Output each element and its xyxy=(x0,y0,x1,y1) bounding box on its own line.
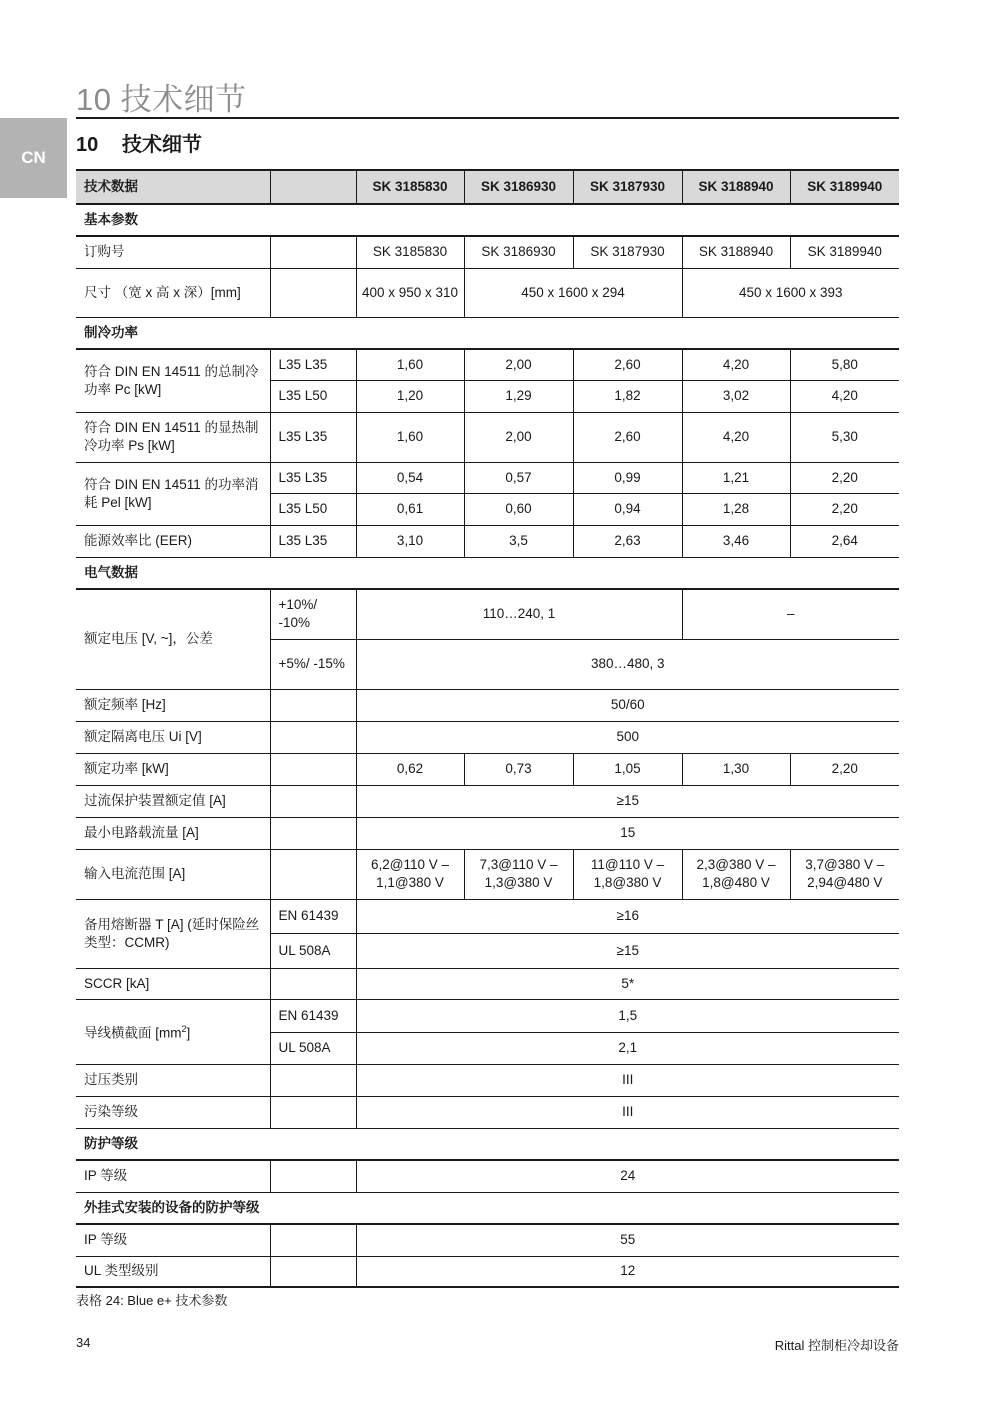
cell-value: 3,10 xyxy=(356,525,464,557)
group-row xyxy=(76,557,899,589)
cell-value: 4,20 xyxy=(682,412,790,462)
cell-value: SK 3188940 xyxy=(682,236,790,268)
cell-value: 2,3@380 V – 1,8@480 V xyxy=(682,849,790,899)
condition: L35 L35 xyxy=(270,525,356,557)
table-row xyxy=(76,785,899,817)
condition: L35 L50 xyxy=(270,493,356,525)
spec-table xyxy=(76,169,899,1288)
cell-value: 2,20 xyxy=(790,462,899,493)
header-label: 技术数据 xyxy=(76,170,270,204)
cell-value: 2,20 xyxy=(790,753,899,785)
group-label: 制冷功率 xyxy=(76,317,899,349)
table-row xyxy=(76,412,899,462)
row-label: 符合 DIN EN 14511 的功率消耗 Pel [kW] xyxy=(76,462,270,525)
wire-label-sup: 2 xyxy=(181,1024,187,1035)
condition: L35 L35 xyxy=(270,412,356,462)
standard: EN 61439 xyxy=(270,999,356,1032)
wire-label: 导线横截面 [mm xyxy=(84,1025,182,1041)
table-header-row xyxy=(76,170,899,204)
row-label: IP 等级 xyxy=(76,1160,270,1192)
group-label: 外挂式安装的设备的防护等级 xyxy=(76,1192,899,1224)
table-row xyxy=(76,462,899,493)
cell-value: 4,20 xyxy=(790,380,899,412)
row-label: 备用熔断器 T [A] (延时保险丝类型：CCMR) xyxy=(76,899,270,968)
cell-value: 2,64 xyxy=(790,525,899,557)
cell-value: – xyxy=(682,589,899,639)
table-row xyxy=(76,817,899,849)
cell-value: 12 xyxy=(356,1256,899,1287)
row-label: 订购号 xyxy=(76,236,270,268)
section-number: 10 xyxy=(76,134,99,156)
table-caption: 表格 24: Blue e+ 技术参数 xyxy=(76,1293,228,1308)
table-row xyxy=(76,689,899,721)
tolerance: +10%/ -10% xyxy=(270,589,356,639)
cell-value: 0,99 xyxy=(573,462,682,493)
cell-value: SK 3189940 xyxy=(790,236,899,268)
cell-value: ≥16 xyxy=(356,899,899,933)
cell-value: 2,60 xyxy=(573,412,682,462)
table-row xyxy=(76,349,899,380)
row-label: 能源效率比 (EER) xyxy=(76,525,270,557)
standard: UL 508A xyxy=(270,1032,356,1064)
cell-value: 2,63 xyxy=(573,525,682,557)
table-row xyxy=(76,1064,899,1096)
row-label: 符合 DIN EN 14511 的显热制冷功率 Ps [kW] xyxy=(76,412,270,462)
table-row xyxy=(76,236,899,268)
cell-value: ≥15 xyxy=(356,785,899,817)
cell-value: 3,02 xyxy=(682,380,790,412)
group-row xyxy=(76,1192,899,1224)
cell-value: 5,30 xyxy=(790,412,899,462)
table-row xyxy=(76,849,899,899)
wire-label-end: ] xyxy=(186,1025,191,1041)
cell-value: 50/60 xyxy=(356,689,899,721)
cell-value: 55 xyxy=(356,1224,899,1256)
group-label: 防护等级 xyxy=(76,1128,899,1160)
table-row xyxy=(76,968,899,999)
row-label: 额定功率 [kW] xyxy=(76,753,270,785)
cell-value: SK 3186930 xyxy=(464,236,573,268)
condition: L35 L35 xyxy=(270,349,356,380)
cell-value: 450 x 1600 x 294 xyxy=(464,268,682,317)
row-label: 输入电流范围 [A] xyxy=(76,849,270,899)
cell-value: 15 xyxy=(356,817,899,849)
tolerance: +5%/ -15% xyxy=(270,639,356,689)
cell-value: 1,60 xyxy=(356,412,464,462)
condition: L35 L50 xyxy=(270,380,356,412)
table-row xyxy=(76,753,899,785)
page-header-title: 10 技术细节 xyxy=(76,82,247,117)
table-row xyxy=(76,1256,899,1287)
cell-value: 1,60 xyxy=(356,349,464,380)
cell-value: 2,60 xyxy=(573,349,682,380)
cell-value: 2,1 xyxy=(356,1032,899,1064)
model-header: SK 3185830 xyxy=(356,170,464,204)
cell-value: 3,46 xyxy=(682,525,790,557)
group-row xyxy=(76,204,899,236)
table-row xyxy=(76,1224,899,1256)
cell-value: SK 3187930 xyxy=(573,236,682,268)
table-row xyxy=(76,1096,899,1128)
table-row xyxy=(76,268,899,317)
cell-value: 500 xyxy=(356,721,899,753)
cell-value: 380…480, 3 xyxy=(356,639,899,689)
standard: UL 508A xyxy=(270,933,356,968)
row-label: 额定电压 [V, ~]，公差 xyxy=(76,589,270,689)
header-rule xyxy=(76,117,899,119)
group-row xyxy=(76,1128,899,1160)
model-header: SK 3189940 xyxy=(790,170,899,204)
footer-title: Rittal 控制柜冷却设备 xyxy=(774,1338,899,1353)
cell-value: 0,54 xyxy=(356,462,464,493)
cell-value: 1,05 xyxy=(573,753,682,785)
cell-value: 2,00 xyxy=(464,412,573,462)
cell-value: 0,60 xyxy=(464,493,573,525)
cell-value: 1,21 xyxy=(682,462,790,493)
cell-value: 3,7@380 V – 2,94@480 V xyxy=(790,849,899,899)
page-number: 34 xyxy=(76,1335,91,1350)
cell-value: 1,30 xyxy=(682,753,790,785)
cell-value: 450 x 1600 x 393 xyxy=(682,268,899,317)
cell-value: 5* xyxy=(356,968,899,999)
cell-value: 2,20 xyxy=(790,493,899,525)
cell-value: III xyxy=(356,1096,899,1128)
row-label: 过压类别 xyxy=(76,1064,270,1096)
model-header: SK 3186930 xyxy=(464,170,573,204)
row-label: UL 类型级别 xyxy=(76,1256,270,1287)
cell-value: SK 3185830 xyxy=(356,236,464,268)
cell-value: 3,5 xyxy=(464,525,573,557)
table-row xyxy=(76,525,899,557)
cell-value: 0,73 xyxy=(464,753,573,785)
row-label: 最小电路载流量 [A] xyxy=(76,817,270,849)
cell-value: 1,5 xyxy=(356,999,899,1032)
table-row xyxy=(76,1160,899,1192)
cell-value: 11@110 V – 1,8@380 V xyxy=(573,849,682,899)
row-label: IP 等级 xyxy=(76,1224,270,1256)
cell-value: 0,94 xyxy=(573,493,682,525)
row-label: 尺寸 （宽 x 高 x 深）[mm] xyxy=(76,268,270,317)
cell-value: 6,2@110 V – 1,1@380 V xyxy=(356,849,464,899)
cell-value: 7,3@110 V – 1,3@380 V xyxy=(464,849,573,899)
section-title xyxy=(76,128,202,157)
table-row xyxy=(76,899,899,933)
cell-value: 1,29 xyxy=(464,380,573,412)
cell-value: 24 xyxy=(356,1160,899,1192)
model-header: SK 3187930 xyxy=(573,170,682,204)
model-header: SK 3188940 xyxy=(682,170,790,204)
standard: EN 61439 xyxy=(270,899,356,933)
row-label xyxy=(76,999,270,1064)
cell-value: ≥15 xyxy=(356,933,899,968)
table-row xyxy=(76,721,899,753)
cell-value: 4,20 xyxy=(682,349,790,380)
row-label: 额定频率 [Hz] xyxy=(76,689,270,721)
row-label: 过流保护装置额定值 [A] xyxy=(76,785,270,817)
row-label: SCCR [kA] xyxy=(76,968,270,999)
cell-value: 0,62 xyxy=(356,753,464,785)
table-row xyxy=(76,589,899,639)
table-row xyxy=(76,999,899,1032)
row-label: 污染等级 xyxy=(76,1096,270,1128)
condition: L35 L35 xyxy=(270,462,356,493)
cell-value: 1,82 xyxy=(573,380,682,412)
language-tab[interactable]: CN xyxy=(0,118,67,198)
section-title-text: 技术细节 xyxy=(122,134,202,156)
cell-value: 1,20 xyxy=(356,380,464,412)
cell-value: 110…240, 1 xyxy=(356,589,682,639)
group-label: 电气数据 xyxy=(76,557,899,589)
group-row xyxy=(76,317,899,349)
row-label: 符合 DIN EN 14511 的总制冷功率 Pc [kW] xyxy=(76,349,270,412)
cell-value: 400 x 950 x 310 xyxy=(356,268,464,317)
cell-value: 0,57 xyxy=(464,462,573,493)
cell-value: 0,61 xyxy=(356,493,464,525)
cell-value: 1,28 xyxy=(682,493,790,525)
cell-value: 2,00 xyxy=(464,349,573,380)
group-label: 基本参数 xyxy=(76,204,899,236)
cell-value: III xyxy=(356,1064,899,1096)
cell-value: 5,80 xyxy=(790,349,899,380)
row-label: 额定隔离电压 Ui [V] xyxy=(76,721,270,753)
